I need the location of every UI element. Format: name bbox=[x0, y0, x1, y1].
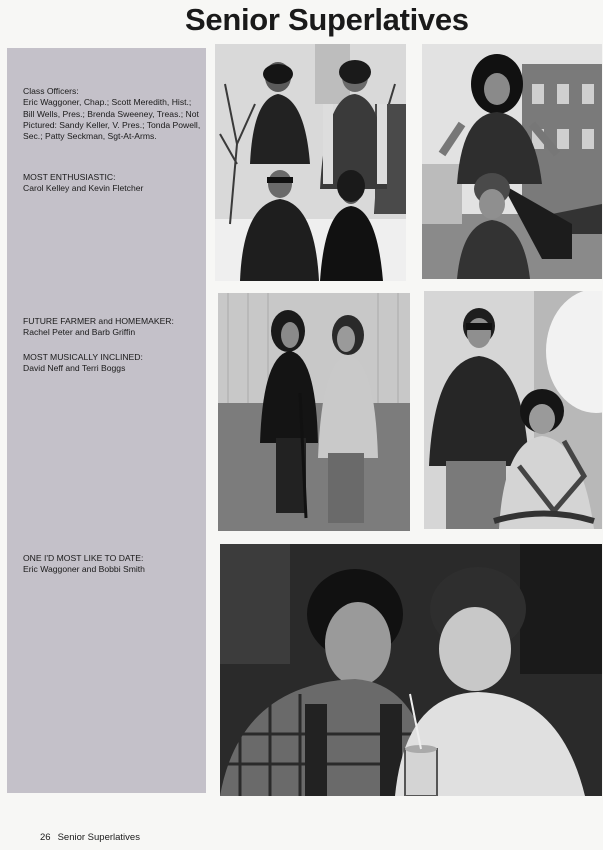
class-officers-caption bbox=[23, 86, 201, 142]
date-caption bbox=[23, 553, 201, 576]
musical-heading: MOST MUSICALLY INCLINED: bbox=[23, 352, 143, 362]
enthusiastic-names: Carol Kelley and Kevin Fletcher bbox=[23, 183, 144, 194]
musical-names: David Neff and Terri Boggs bbox=[23, 363, 126, 374]
most-enthusiastic-photo bbox=[422, 44, 602, 279]
musical-caption bbox=[23, 352, 201, 375]
most-like-to-date-photo bbox=[220, 544, 602, 796]
caption-sidebar bbox=[7, 48, 206, 793]
class-officers-photo bbox=[215, 44, 406, 281]
future-farmer-photo bbox=[218, 293, 410, 531]
enthusiastic-heading: MOST ENTHUSIASTIC: bbox=[23, 172, 116, 182]
farmer-heading: FUTURE FARMER and HOMEMAKER: bbox=[23, 316, 174, 326]
date-names: Eric Waggoner and Bobbi Smith bbox=[23, 564, 145, 575]
farmer-names: Rachel Peter and Barb Griffin bbox=[23, 327, 136, 338]
musically-inclined-photo bbox=[424, 291, 602, 529]
date-heading: ONE I'D MOST LIKE TO DATE: bbox=[23, 553, 144, 563]
officers-heading: Class Officers: bbox=[23, 86, 79, 96]
page-footer bbox=[40, 832, 140, 843]
section-name: Senior Superlatives bbox=[57, 832, 140, 843]
farmer-caption bbox=[23, 316, 201, 339]
page-title: Senior Superlatives bbox=[185, 2, 469, 37]
enthusiastic-caption bbox=[23, 172, 201, 195]
page-number: 26 bbox=[40, 832, 51, 843]
officers-text: Eric Waggoner, Chap.; Scott Meredith, Hist.; Bill Wells, Pres.; Brenda Sweeney, Treas.; Not Pictured: Sandy Keller, V. Pres.; Tonda Powell, Sec.; Patty Seckman, Sgt-At-Arms. bbox=[23, 97, 201, 142]
